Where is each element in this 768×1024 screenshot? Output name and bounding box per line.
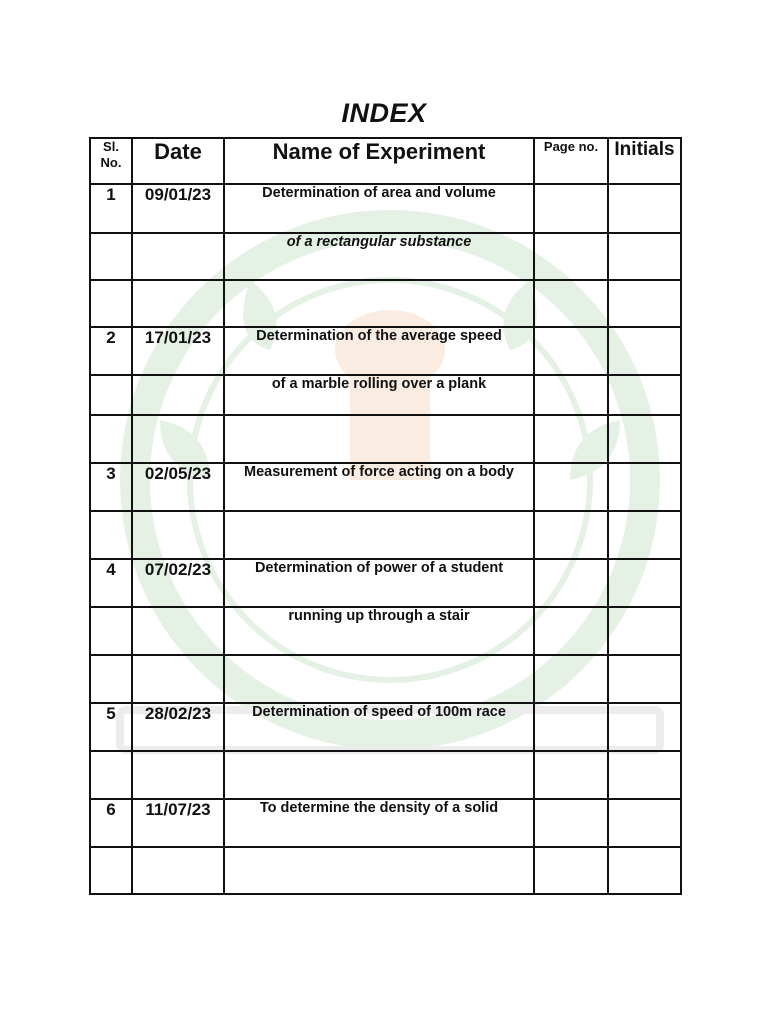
cell-sl-no (90, 847, 132, 894)
table-row (90, 463, 681, 511)
cell-date (132, 233, 224, 280)
cell-page-no (534, 511, 608, 559)
cell-sl-no (90, 280, 132, 327)
cell-initials (608, 233, 681, 280)
cell-date: 09/01/23 (132, 184, 224, 233)
cell-experiment-name (224, 655, 534, 703)
table-row (90, 607, 681, 655)
cell-page-no (534, 751, 608, 799)
cell-page-no (534, 607, 608, 655)
cell-experiment-name (224, 847, 534, 894)
cell-sl-no: 1 (90, 184, 132, 233)
table-row (90, 799, 681, 847)
cell-date (132, 375, 224, 415)
cell-date: 28/02/23 (132, 703, 224, 751)
cell-page-no (534, 655, 608, 703)
cell-sl-no (90, 751, 132, 799)
cell-date (132, 511, 224, 559)
cell-date (132, 415, 224, 463)
cell-date (132, 607, 224, 655)
cell-page-no (534, 280, 608, 327)
table-row (90, 511, 681, 559)
cell-sl-no (90, 511, 132, 559)
cell-initials (608, 184, 681, 233)
cell-page-no (534, 375, 608, 415)
cell-sl-no: 3 (90, 463, 132, 511)
cell-experiment-name (224, 751, 534, 799)
cell-experiment-name: of a marble rolling over a plank (224, 375, 534, 415)
cell-page-no (534, 184, 608, 233)
cell-page-no (534, 233, 608, 280)
cell-sl-no: 5 (90, 703, 132, 751)
cell-initials (608, 847, 681, 894)
cell-experiment-name: To determine the density of a solid (224, 799, 534, 847)
cell-initials (608, 415, 681, 463)
cell-date: 11/07/23 (132, 799, 224, 847)
table-row (90, 847, 681, 894)
cell-date: 02/05/23 (132, 463, 224, 511)
cell-sl-no (90, 415, 132, 463)
cell-date (132, 280, 224, 327)
table-row (90, 655, 681, 703)
cell-page-no (534, 327, 608, 375)
cell-initials (608, 751, 681, 799)
cell-initials (608, 463, 681, 511)
cell-experiment-name: Determination of power of a student (224, 559, 534, 607)
table-row (90, 184, 681, 233)
cell-initials (608, 607, 681, 655)
cell-initials (608, 559, 681, 607)
cell-initials (608, 655, 681, 703)
cell-sl-no: 2 (90, 327, 132, 375)
cell-initials (608, 327, 681, 375)
cell-experiment-name (224, 511, 534, 559)
header-page-no: Page no. (534, 138, 608, 184)
cell-experiment-name: Determination of speed of 100m race (224, 703, 534, 751)
cell-experiment-name (224, 280, 534, 327)
cell-sl-no (90, 655, 132, 703)
page-title: INDEX (341, 98, 427, 128)
cell-initials (608, 511, 681, 559)
cell-experiment-name (224, 415, 534, 463)
cell-page-no (534, 415, 608, 463)
cell-initials (608, 799, 681, 847)
cell-page-no (534, 463, 608, 511)
cell-sl-no: 4 (90, 559, 132, 607)
table-row (90, 327, 681, 375)
cell-page-no (534, 703, 608, 751)
table-row (90, 280, 681, 327)
cell-date: 07/02/23 (132, 559, 224, 607)
table-row (90, 751, 681, 799)
cell-sl-no (90, 375, 132, 415)
table-row (90, 703, 681, 751)
cell-initials (608, 375, 681, 415)
header-row (90, 138, 681, 184)
table-row (90, 559, 681, 607)
table-row (90, 375, 681, 415)
index-table (89, 137, 682, 895)
cell-sl-no (90, 607, 132, 655)
cell-experiment-name: running up through a stair (224, 607, 534, 655)
cell-date (132, 847, 224, 894)
cell-date (132, 751, 224, 799)
cell-date (132, 655, 224, 703)
cell-date: 17/01/23 (132, 327, 224, 375)
cell-experiment-name: Measurement of force acting on a body (224, 463, 534, 511)
table-row (90, 233, 681, 280)
cell-initials (608, 703, 681, 751)
header-initials: Initials (608, 138, 681, 184)
cell-initials (608, 280, 681, 327)
header-date: Date (132, 138, 224, 184)
header-sl-no: Sl. No. (90, 138, 132, 184)
table-row (90, 415, 681, 463)
cell-sl-no: 6 (90, 799, 132, 847)
cell-page-no (534, 799, 608, 847)
cell-page-no (534, 847, 608, 894)
header-name-of-experiment: Name of Experiment (224, 138, 534, 184)
cell-sl-no (90, 233, 132, 280)
cell-page-no (534, 559, 608, 607)
cell-experiment-name: of a rectangular substance (224, 233, 534, 280)
cell-experiment-name: Determination of area and volume (224, 184, 534, 233)
cell-experiment-name: Determination of the average speed (224, 327, 534, 375)
